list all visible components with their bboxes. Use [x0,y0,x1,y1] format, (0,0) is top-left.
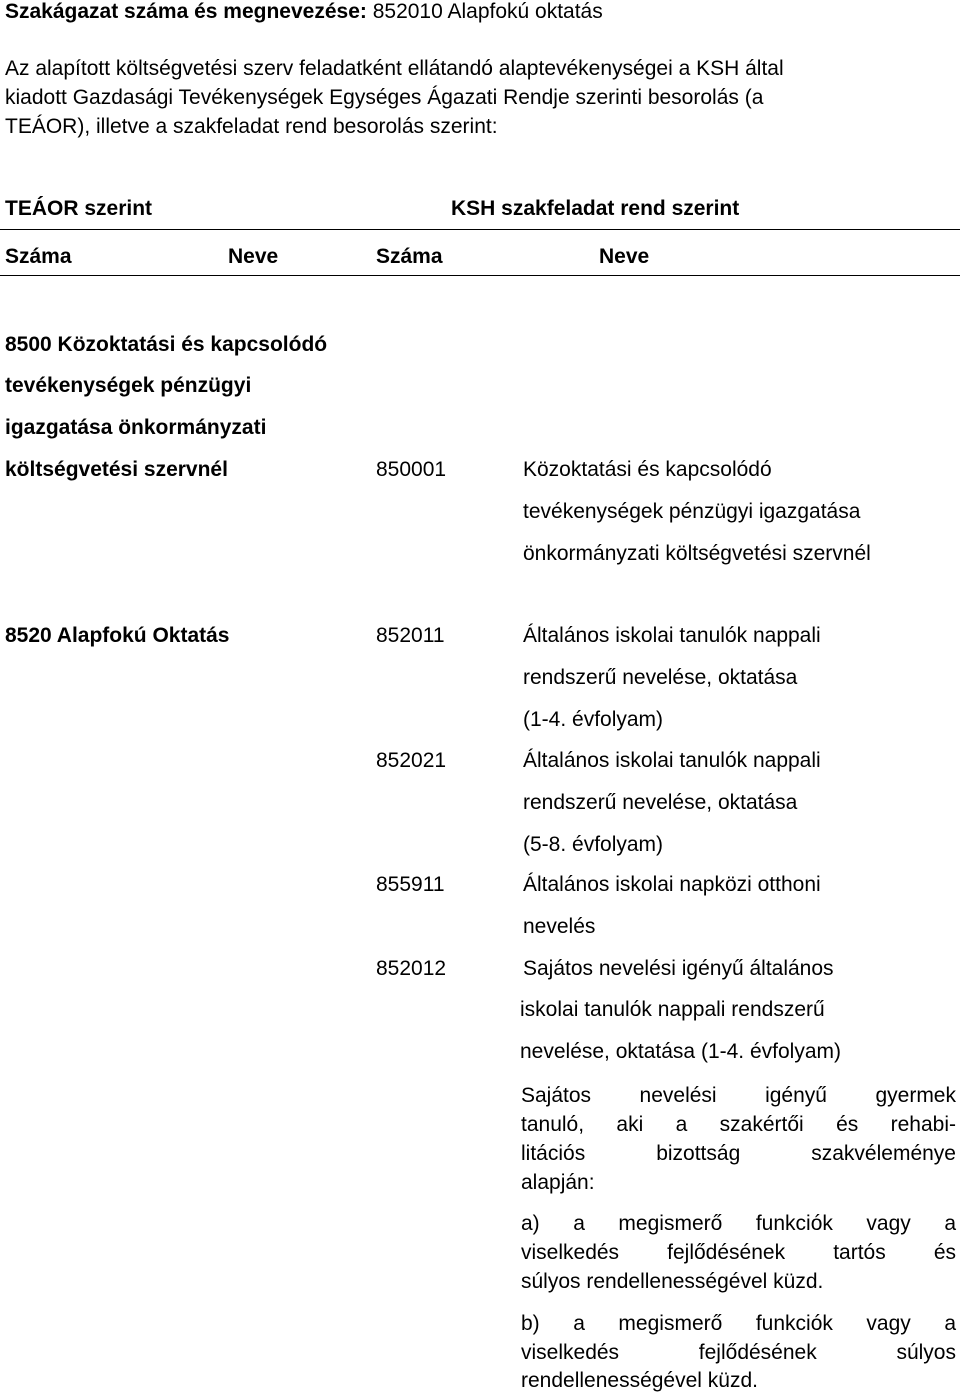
teaor-entry-line: tevékenységek pénzügyi [5,374,252,397]
group-header-ksh: KSH szakfeladat rend szerint [451,197,740,220]
teaor-entry-line: igazgatása önkormányzati [5,416,267,439]
note-line: litációs bizottság szakvéleménye [521,1142,956,1165]
header-rule [0,229,960,230]
ksh-name-line: Általános iskolai napközi otthoni [523,873,821,896]
ksh-code: 850001 [376,458,447,481]
ksh-code: 852012 [376,957,447,980]
note-line: Sajátos nevelési igényű gyermek [521,1084,956,1107]
note-line: b) a megismerő funkciók vagy a [521,1312,956,1335]
ksh-name-line: önkormányzati költségvetési szervnél [523,542,871,565]
col-header-neve: Neve [599,245,650,268]
ksh-code: 852011 [376,624,445,647]
ksh-name-line: rendszerű nevelése, oktatása [523,666,798,689]
ksh-name-line: tevékenységek pénzügyi igazgatása [523,500,861,523]
intro-line: Az alapított költségvetési szerv feladatként ellátandó alaptevékenységei a KSH által [5,57,784,80]
note-line: viselkedés fejlődésének súlyos [521,1341,956,1364]
col-header-szama: Száma [376,245,443,268]
ksh-name-line: rendszerű nevelése, oktatása [523,791,798,814]
intro-line: TEÁOR), illetve a szakfeladat rend besorolás szerint: [5,115,498,138]
intro-line: kiadott Gazdasági Tevékenységek Egységes Ágazati Rendje szerinti besorolás (a [5,86,764,109]
ksh-code: 852021 [376,749,447,772]
ksh-name-line: nevelése, oktatása (1-4. évfolyam) [520,1040,841,1063]
teaor-entry-line: 8520 Alapfokú Oktatás [5,624,230,647]
teaor-entry-line: költségvetési szervnél [5,458,228,481]
note-line: súlyos rendellenességével küzd. [521,1270,824,1293]
note-line: tanuló, aki a szakértői és rehabi- [521,1113,956,1136]
ksh-name-line: Általános iskolai tanulók nappali [523,624,821,647]
page-heading [5,0,603,24]
col-header-neve: Neve [228,245,279,268]
note-line: a) a megismerő funkciók vagy a [521,1212,956,1235]
ksh-name-line: (5-8. évfolyam) [523,833,664,856]
heading-label: Szakágazat száma és megnevezése: [5,0,367,23]
ksh-name-line: Sajátos nevelési igényű általános [523,957,834,980]
ksh-code: 855911 [376,873,445,896]
ksh-name-line: Közoktatási és kapcsolódó [523,458,772,481]
group-header-teaor: TEÁOR szerint [5,197,153,220]
heading-value: 852010 Alapfokú oktatás [372,0,603,23]
ksh-name-line: iskolai tanulók nappali rendszerű [520,998,825,1021]
col-header-szama: Száma [5,245,72,268]
note-line: viselkedés fejlődésének tartós és [521,1241,956,1264]
teaor-entry-line: 8500 Közoktatási és kapcsolódó [5,333,328,356]
header-rule [0,275,960,276]
ksh-name-line: (1-4. évfolyam) [523,708,664,731]
ksh-name-line: Általános iskolai tanulók nappali [523,749,821,772]
ksh-name-line: nevelés [523,915,596,938]
note-line: rendellenességével küzd. [521,1369,758,1392]
note-line: alapján: [521,1171,595,1194]
